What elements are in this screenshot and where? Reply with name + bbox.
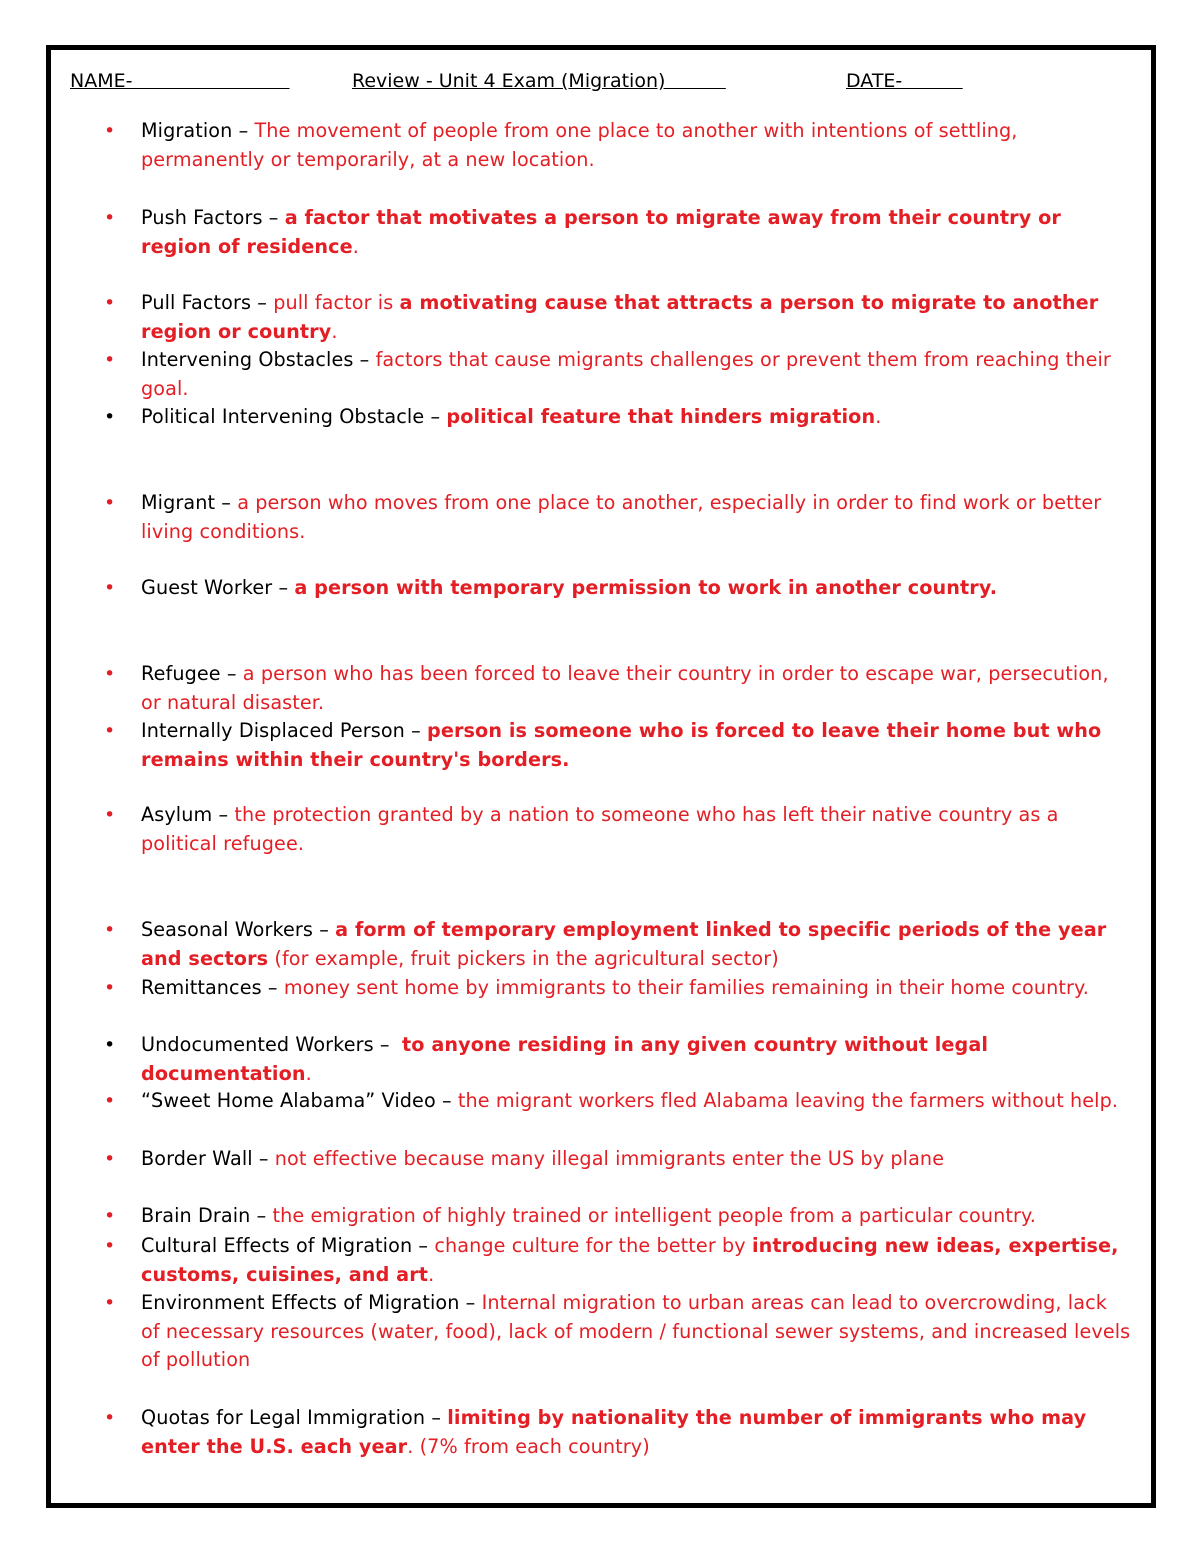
vocab-item: [104, 1031, 1131, 1088]
term-separator: –: [215, 491, 238, 514]
vocab-term: Guest Worker: [141, 576, 273, 599]
vocab-term: Cultural Effects of Migration: [141, 1234, 413, 1257]
vocab-definition: introducing new ideas, expertise, customs, cuisines, and art: [141, 1234, 1119, 1286]
vocab-definition: . (7% from each country): [407, 1434, 650, 1458]
vocab-item: [104, 1202, 1131, 1231]
term-separator: –: [353, 348, 376, 371]
vocab-item: [104, 1289, 1131, 1375]
vocab-item: [104, 974, 1131, 1003]
worksheet-title: Review - Unit 4 Exam (Migration): [352, 70, 726, 92]
vocab-item: [104, 574, 1131, 603]
bullet-icon: •: [104, 804, 116, 826]
vocab-term: Migrant: [141, 491, 216, 514]
bullet-icon: •: [104, 1090, 116, 1112]
term-separator: –: [220, 662, 243, 685]
vocab-term: Seasonal Workers: [141, 918, 314, 941]
vocab-definition: money sent home by immigrants to their families remaining in their home country.: [283, 976, 1089, 999]
vocab-definition: a form of temporary employment linked to specific periods of the year and sectors: [141, 918, 1107, 970]
term-separator: –: [313, 918, 336, 941]
term-separator: –: [251, 291, 274, 314]
vocab-item: [104, 489, 1131, 546]
vocab-term: Quotas for Legal Immigration: [141, 1406, 426, 1429]
bullet-icon: •: [104, 1148, 116, 1170]
bullet-icon: •: [104, 577, 116, 599]
vocab-term: Border Wall: [141, 1147, 253, 1170]
vocab-item: [104, 1087, 1131, 1116]
vocab-term: Political Intervening Obstacle: [141, 405, 425, 428]
vocab-item: [104, 1404, 1131, 1461]
vocab-definition: .: [875, 405, 882, 428]
vocab-term: “Sweet Home Alabama” Video: [141, 1089, 436, 1112]
bullet-icon: •: [104, 207, 116, 229]
vocab-definition: limiting by nationality the number of immigrants who may enter the U.S. each year: [141, 1406, 1087, 1458]
term-separator: –: [232, 119, 255, 142]
vocab-item: [104, 403, 1131, 432]
vocab-term: Internally Displaced Person: [141, 719, 405, 742]
vocab-term: Remittances: [141, 976, 262, 999]
term-separator: –: [425, 1406, 448, 1429]
vocab-definition: the migrant workers fled Alabama leaving the farmers without help.: [457, 1089, 1119, 1112]
term-separator: –: [404, 719, 428, 742]
bullet-icon: •: [104, 919, 116, 941]
vocab-item: [104, 346, 1131, 403]
term-separator: –: [272, 576, 295, 599]
term-separator: –: [373, 1033, 402, 1056]
vocab-term: Pull Factors: [141, 291, 252, 314]
vocab-item: [104, 204, 1131, 261]
vocab-term: Migration: [141, 119, 233, 142]
vocab-definition: person is someone who is forced to leave their home but who remains within their country's borders.: [141, 719, 1102, 771]
bullet-icon: •: [104, 349, 116, 371]
vocab-term: Push Factors: [141, 206, 263, 229]
vocab-term: Environment Effects of Migration: [141, 1291, 460, 1314]
vocab-definition: a person who moves from one place to another, especially in order to find work or better living conditions.: [141, 491, 1102, 543]
vocab-definition: Internal migration to urban areas can lead to overcrowding, lack of necessary resources (water, food), lack of modern / functional sewer systems, and increased levels of pollution: [141, 1291, 1131, 1371]
bullet-icon: •: [104, 720, 116, 742]
bullet-icon: •: [104, 292, 116, 314]
vocab-definition: a motivating cause that attracts a person to migrate to another region or country: [141, 291, 1099, 343]
worksheet-header: [70, 70, 1130, 98]
vocab-term: Undocumented Workers: [141, 1033, 374, 1056]
vocab-definition: change culture for the better by: [434, 1234, 752, 1257]
term-separator: –: [435, 1089, 458, 1112]
vocab-item: [104, 717, 1131, 774]
term-separator: –: [459, 1291, 482, 1314]
vocab-definition: .: [352, 234, 359, 258]
vocab-item: [104, 660, 1131, 717]
term-separator: –: [412, 1234, 435, 1257]
bullet-icon: •: [104, 492, 116, 514]
bullet-icon: •: [104, 120, 116, 142]
bullet-icon: •: [104, 1407, 116, 1429]
vocab-definition: (for example, fruit pickers in the agricultural sector): [268, 946, 779, 970]
term-separator: –: [252, 1147, 275, 1170]
vocab-item: [104, 117, 1131, 174]
vocab-item: [104, 289, 1131, 346]
vocab-definition: a factor that motivates a person to migrate away from their country or region of residence: [141, 206, 1061, 258]
vocab-term: Asylum: [141, 803, 213, 826]
vocab-item: [104, 1145, 1131, 1174]
date-field-label: DATE-: [846, 70, 963, 92]
vocab-item: [104, 801, 1131, 858]
vocab-definition: the protection granted by a nation to someone who has left their native country as a political refugee.: [141, 803, 1059, 855]
vocab-definition: factors that cause migrants challenges or prevent them from reaching their goal.: [141, 348, 1111, 400]
bullet-icon: •: [104, 663, 116, 685]
bullet-icon: •: [104, 1034, 116, 1056]
vocab-item: [104, 1232, 1131, 1289]
term-separator: –: [212, 803, 235, 826]
bullet-icon: •: [104, 406, 116, 428]
vocab-definition: .: [305, 1061, 312, 1085]
vocab-definition: pull factor is: [273, 291, 400, 314]
vocab-definition: a person who has been forced to leave their country in order to escape war, persecution, or natural disaster.: [141, 662, 1109, 714]
vocab-term: Refugee: [141, 662, 221, 685]
term-separator: –: [262, 206, 285, 229]
vocab-definition: political feature that hinders migration: [446, 405, 876, 428]
vocab-definition: not effective because many illegal immigrants enter the US by plane: [274, 1147, 945, 1170]
term-separator: –: [250, 1204, 273, 1227]
vocab-definition: a person with temporary permission to work in another country.: [294, 576, 998, 599]
vocab-term: Brain Drain: [141, 1204, 251, 1227]
name-field-label: NAME-: [70, 70, 290, 92]
bullet-icon: •: [104, 1292, 116, 1314]
vocab-definition: .: [331, 319, 338, 343]
vocab-term: Intervening Obstacles: [141, 348, 354, 371]
vocab-item: [104, 916, 1131, 973]
bullet-icon: •: [104, 977, 116, 999]
term-separator: –: [261, 976, 284, 999]
term-separator: –: [424, 405, 447, 428]
bullet-icon: •: [104, 1205, 116, 1227]
vocab-definition: to anyone residing in any given country without legal documentation: [141, 1033, 989, 1085]
vocab-definition: The movement of people from one place to another with intentions of settling, permanently or temporarily, at a new location.: [141, 119, 1018, 171]
bullet-icon: •: [104, 1235, 116, 1257]
vocab-definition: .: [428, 1262, 435, 1286]
vocab-definition: the emigration of highly trained or intelligent people from a particular country.: [272, 1204, 1036, 1227]
